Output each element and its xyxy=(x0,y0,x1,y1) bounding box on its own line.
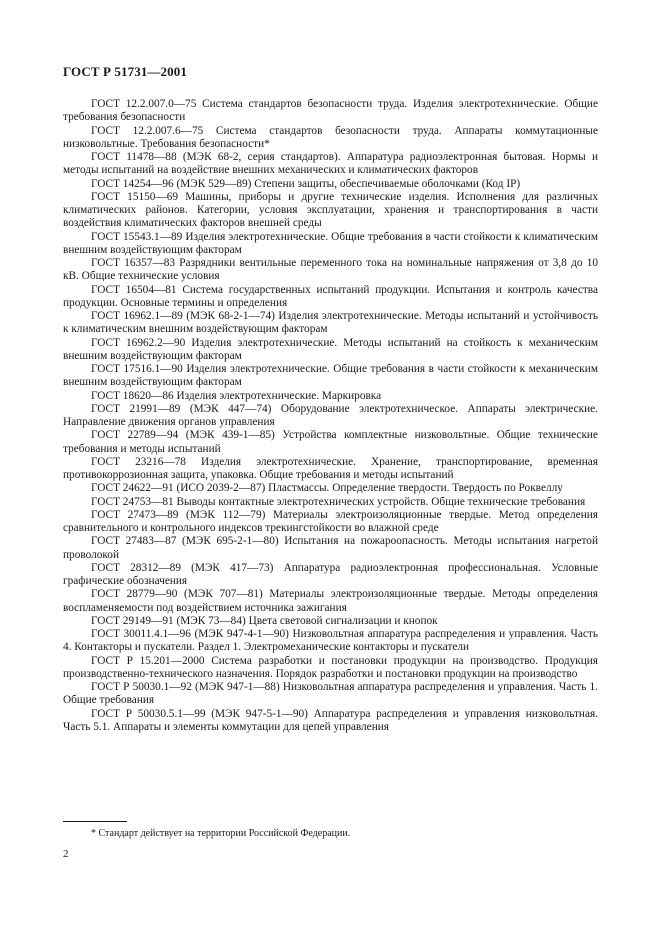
reference-entry: ГОСТ 14254—96 (МЭК 529—89) Степени защиты, обеспечиваемые оболочками (Код IP) xyxy=(91,177,521,190)
footnote-divider xyxy=(63,821,127,822)
reference-entry: ГОСТ 29149—91 (МЭК 73—84) Цвета световой сигнализации и кнопок xyxy=(91,614,438,627)
standard-header: ГОСТ Р 51731—2001 xyxy=(63,64,187,79)
reference-entry: ГОСТ 12.2.007.0—75 Система стандартов безопасности труда. Изделия электротехнические. Общие требования безопасности xyxy=(63,98,598,124)
reference-entry: ГОСТ 18620—86 Изделия электротехнические. Маркировка xyxy=(91,389,382,402)
reference-entry: ГОСТ 23216—78 Изделия электротехнические. Хранение, транспортирование, временная противокоррозионная защита, упаковка. Общие требования и методы испытаний xyxy=(63,455,598,481)
reference-entry: ГОСТ 21991—89 (МЭК 447—74) Оборудование электротехническое. Аппараты электрические. Направление движения органов управления xyxy=(63,402,598,428)
reference-entry: ГОСТ 16962.2—90 Изделия электротехнические. Методы испытаний на стойкость к механическим внешним воздействующим факторам xyxy=(63,336,598,362)
reference-entry: ГОСТ 17516.1—90 Изделия электротехнические. Общие требования в части стойкости к механическим внешним воздействующим факторам xyxy=(63,363,598,389)
reference-entry: ГОСТ 16357—83 Разрядники вентильные переменного тока на номинальные напряжения от 3,8 до 10 кВ. Общие технические условия xyxy=(63,257,598,283)
reference-entry: ГОСТ 15150—69 Машины, приборы и другие технические изделия. Исполнения для различных климатических районов. Категории, условия эксплуатации, хранения и транспортирования в части воздействия климатических факторов внешней среды xyxy=(63,190,598,230)
reference-entry: ГОСТ Р 50030.1—92 (МЭК 947-1—88) Низковольтная аппаратура распределения и управления. Часть 1. Общие требования xyxy=(63,681,598,707)
reference-entry: ГОСТ 11478—88 (МЭК 68-2, серия стандартов). Аппаратура радиоэлектронная бытовая. Нормы и методы испытаний на воздействие внешних механических и климатических факторов xyxy=(63,151,598,177)
reference-entry: ГОСТ 16962.1—89 (МЭК 68-2-1—74) Изделия электротехнические. Методы испытаний и устойчивость к климатическим внешним воздействующим факторам xyxy=(63,310,598,336)
reference-entry: ГОСТ 12.2.007.6—75 Система стандартов безопасности труда. Аппараты коммутационные низковольтные. Требования безопасности* xyxy=(63,124,598,150)
reference-entry: ГОСТ 28312—89 (МЭК 417—73) Аппаратура радиоэлектронная профессиональная. Условные графические обозначения xyxy=(63,561,598,587)
reference-entry: ГОСТ 22789—94 (МЭК 439-1—85) Устройства комплектные низковольтные. Общие технические требования и методы испытаний xyxy=(63,429,598,455)
reference-entry: ГОСТ Р 50030.5.1—99 (МЭК 947-5-1—90) Аппаратура распределения и управления низковольтная. Часть 5.1. Аппараты и элементы коммутации для цепей управления xyxy=(63,707,598,733)
reference-entry: ГОСТ 24622—91 (ИСО 2039-2—87) Пластмассы. Определение твердости. Твердость по Роквеллу xyxy=(91,482,563,495)
reference-entry: ГОСТ 30011.4.1—96 (МЭК 947-4-1—90) Низковольтная аппаратура распределения и управления. Часть 4. Контакторы и пускатели. Раздел 1. Электромеханические контакторы и пускатели xyxy=(63,628,598,654)
reference-entry: ГОСТ 27473—89 (МЭК 112—79) Материалы электроизоляционные твердые. Метод определения сравнительного и контрольного индексов трекингстойкости во влажной среде xyxy=(63,508,598,534)
normative-references-list xyxy=(63,98,598,734)
footnote: * Стандарт действует на территории Российской Федерации. xyxy=(91,828,351,839)
reference-entry: ГОСТ 24753—81 Выводы контактные электротехнических устройств. Общие технические требования xyxy=(91,495,586,508)
reference-entry: ГОСТ 27483—87 (МЭК 695-2-1—80) Испытания на пожароопасность. Методы испытания нагретой проволокой xyxy=(63,535,598,561)
reference-entry: ГОСТ Р 15.201—2000 Система разработки и постановки продукции на производство. Продукция производственно-технического назначения. Порядок разработки и постановки продукции на производство xyxy=(63,654,598,680)
page-number: 2 xyxy=(63,848,69,860)
reference-entry: ГОСТ 28779—90 (МЭК 707—81) Материалы электроизоляционные твердые. Методы определения воспламеняемости под воздействием источника зажигания xyxy=(63,588,598,614)
reference-entry: ГОСТ 16504—81 Система государственных испытаний продукции. Испытания и контроль качества продукции. Основные термины и определения xyxy=(63,283,598,309)
reference-entry: ГОСТ 15543.1—89 Изделия электротехнические. Общие требования в части стойкости к климатическим внешним воздействующим факторам xyxy=(63,230,598,256)
